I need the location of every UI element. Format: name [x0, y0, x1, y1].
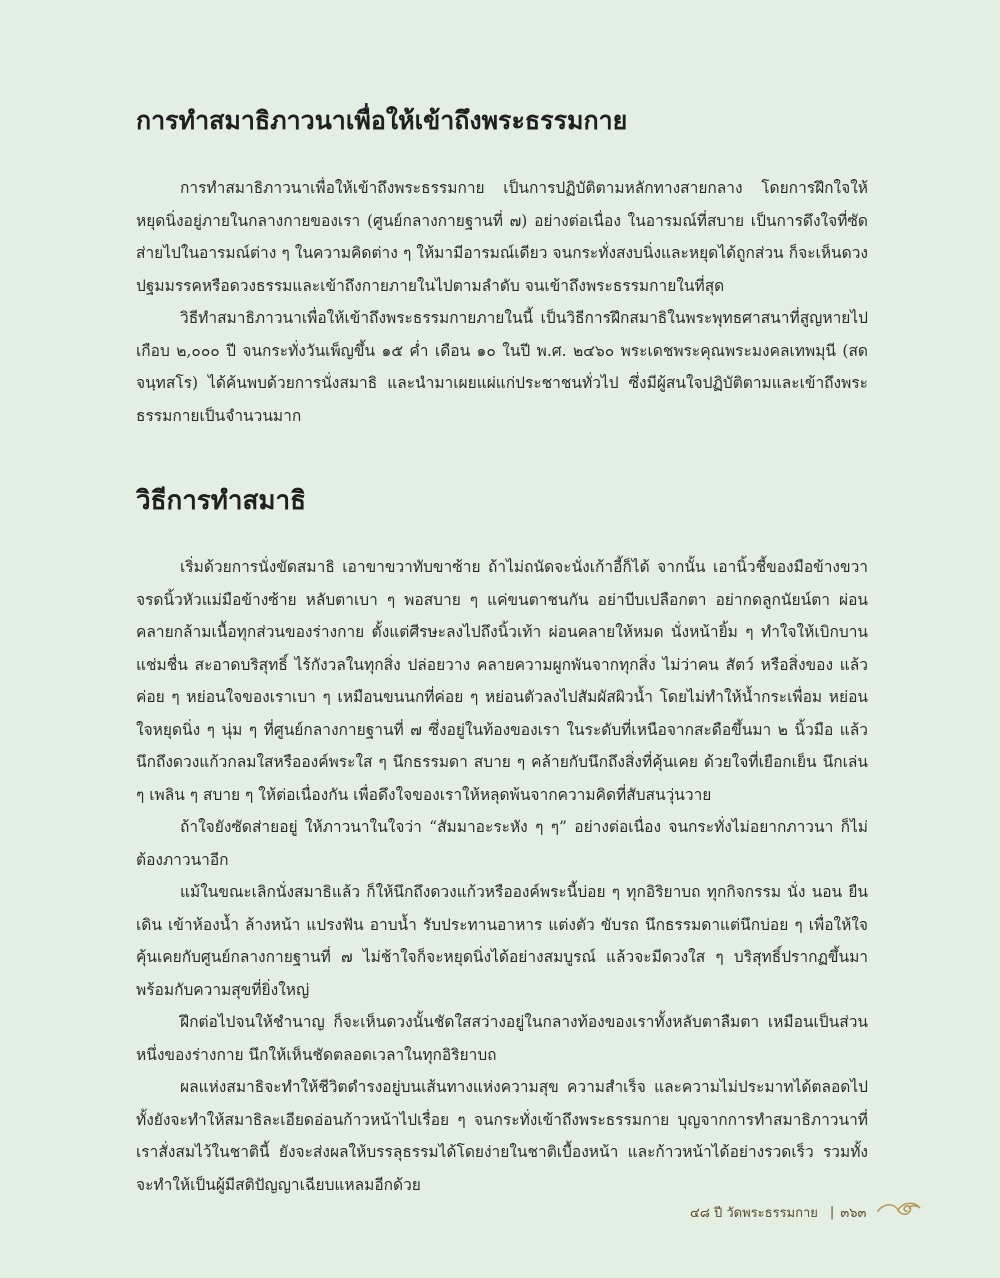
section-title-meditation-for-dhammakaya: การทำสมาธิภาวนาเพื่อให้เข้าถึงพระธรรมกาย — [136, 106, 628, 135]
paragraph: เริ่มด้วยการนั่งขัดสมาธิ เอาขาขวาทับขาซ้าย ถ้าไม่ถนัดจะนั่งเก้าอี้ก็ได้ จากนั้น เอานิ้วชี้ของมือข้างขวาจรดนิ้วหัวแม่มือข้างซ้าย หลับตาเบา ๆ พอสบาย ๆ แค่ขนตาชนกัน อย่าบีบเปลือกตา อย่ากดลูกนัยน์ตา ผ่อนคลายกล้ามเนื้อทุกส่วนของร่างกาย ตั้งแต่ศีรษะลงไปถึงนิ้วเท้า ผ่อนคลายให้หมด นั่งหน้ายิ้ม ๆ ทำใจให้เบิกบาน แช่มชื่น สะอาดบริสุทธิ์ ไร้กังวลในทุกสิ่ง ปล่อยวาง คลายความผูกพันจากทุกสิ่ง ไม่ว่าคน สัตว์ หรือสิ่งของ แล้วค่อย ๆ หย่อนใจของเราเบา ๆ เหมือนขนนกที่ค่อย ๆ หย่อนตัวลงไปสัมผัสผิวน้ำ โดยไม่ทำให้น้ำกระเพื่อม หย่อนใจหยุดนิ่ง ๆ นุ่ม ๆ ที่ศูนย์กลางกายฐานที่ ๗ ซึ่งอยู่ในท้องของเรา ในระดับที่เหนือจากสะดือขึ้นมา ๒ นิ้วมือ แล้วนึกถึงดวงแก้วกลมใสหรือองค์พระใส ๆ นึกธรรมดา สบาย ๆ คล้ายกับนึกถึงสิ่งที่คุ้นเคย ด้วยใจที่เยือกเย็น นึกเล่น ๆ เพลิน ๆ สบาย ๆ ให้ต่อเนื่องกัน เพื่อดึงใจของเราให้หลุดพ้นจากความคิดที่สับสนวุ่นวาย — [136, 558, 868, 804]
paragraph: วิธีทำสมาธิภาวนาเพื่อให้เข้าถึงพระธรรมกายภายในนี้ เป็นวิธีการฝึกสมาธิในพระพุทธศาสนาที่สูญหายไปเกือบ ๒,๐๐๐ ปี จนกระทั่งวันเพ็ญขึ้น ๑๕ ค่ำ เดือน ๑๐ ในปี พ.ศ. ๒๔๖๐ พระเดชพระคุณพระมงคลเทพมุนี (สด จนฺทสโร) ได้ค้นพบด้วยการนั่งสมาธิ และนำมาเผยแผ่แก่ประชาชนทั่วไป ซึ่งมีผู้สนใจปฏิบัติตามและเข้าถึงพระธรรมกายเป็นจำนวนมาก — [136, 309, 868, 425]
page-footer — [690, 1197, 915, 1227]
footer-separator: | — [829, 1204, 835, 1220]
section-1-body — [136, 172, 868, 432]
swirl-ornament-icon — [876, 1199, 922, 1225]
paragraph: ถ้าใจยังซัดส่ายอยู่ ให้ภาวนาในใจว่า “สัมมาอะระหัง ๆ ๆ” อย่างต่อเนื่อง จนกระทั่งไม่อยากภาวนา ก็ไม่ต้องภาวนาอีก — [136, 818, 868, 869]
section-title-meditation-method: วิธีการทำสมาธิ — [136, 486, 306, 516]
paragraph: การทำสมาธิภาวนาเพื่อให้เข้าถึงพระธรรมกาย เป็นการปฏิบัติตามหลักทางสายกลาง โดยการฝึกใจให้หยุดนิ่งอยู่ภายในกลางกายของเรา (ศูนย์กลางกายฐานที่ ๗) อย่างต่อเนื่อง ในอารมณ์ที่สบาย เป็นการดึงใจที่ซัดส่ายไปในอารมณ์ต่าง ๆ ในความคิดต่าง ๆ ให้มามีอารมณ์เดียว จนกระทั่งสงบนิ่งและหยุดได้ถูกส่วน ก็จะเห็นดวงปฐมมรรคหรือดวงธรรมและเข้าถึงกายภายในไปตามลำดับ จนเข้าถึงพระธรรมกายในที่สุด — [136, 179, 868, 295]
paragraph: ผลแห่งสมาธิจะทำให้ชีวิตดำรงอยู่บนเส้นทางแห่งความสุข ความสำเร็จ และความไม่ประมาทได้ตลอดไป ทั้งยังจะทำให้สมาธิละเอียดอ่อนก้าวหน้าไปเรื่อย ๆ จนกระทั่งเข้าถึงพระธรรมกาย บุญจากการทำสมาธิภาวนาที่เราสั่งสมไว้ในชาตินี้ ยังจะส่งผลให้บรรลุธรรมได้โดยง่ายในชาติเบื้องหน้า และก้าวหน้าได้อย่างรวดเร็ว รวมทั้งจะทำให้เป็นผู้มีสติปัญญาเฉียบแหลมอีกด้วย — [136, 1078, 868, 1194]
page-number: ๓๖๓ — [840, 1205, 867, 1221]
footer-publication: ๔๘ ปี วัดพระธรรมกาย — [690, 1205, 818, 1221]
paragraph: แม้ในขณะเลิกนั่งสมาธิแล้ว ก็ให้นึกถึงดวงแก้วหรือองค์พระนี้บ่อย ๆ ทุกอิริยาบถ ทุกกิจกรรม นั่ง นอน ยืน เดิน เข้าห้องน้ำ ล้างหน้า แปรงฟัน อาบน้ำ รับประทานอาหาร แต่งตัว ขับรถ นึกธรรมดาแต่นึกบ่อย ๆ เพื่อให้ใจคุ้นเคยกับศูนย์กลางกายฐานที่ ๗ ไม่ช้าใจก็จะหยุดนิ่งได้อย่างสมบูรณ์ แล้วจะมีดวงใส ๆ บริสุทธิ์ปรากฏขึ้นมาพร้อมกับความสุขที่ยิ่งใหญ่ — [136, 883, 868, 999]
section-2-body — [136, 551, 868, 1201]
paragraph: ฝึกต่อไปจนให้ชำนาญ ก็จะเห็นดวงนั้นชัดใสสว่างอยู่ในกลางท้องของเราทั้งหลับตาลืมตา เหมือนเป็นส่วนหนึ่งของร่างกาย นึกให้เห็นชัดตลอดเวลาในทุกอิริยาบถ — [136, 1013, 868, 1064]
